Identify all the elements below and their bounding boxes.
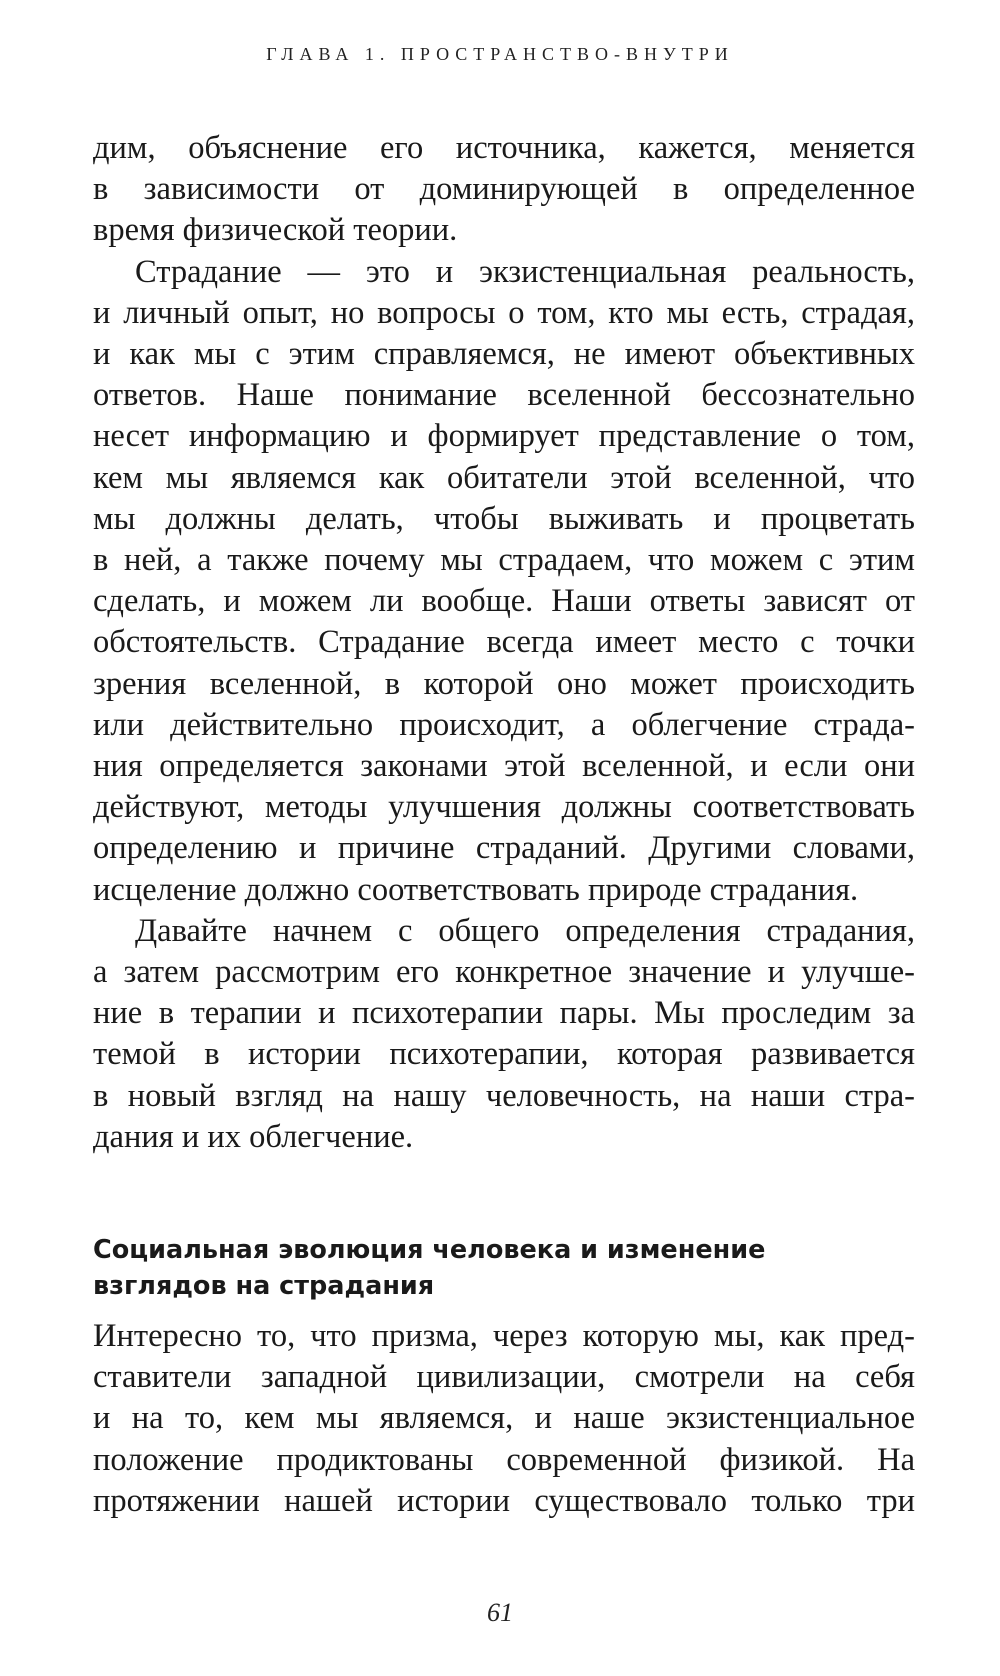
text-line: в новый взгляд на нашу человечность, на наши стра-	[93, 1077, 915, 1114]
text-line: кем мы являемся как обитатели этой вселенной, что	[93, 459, 915, 496]
text-line: ставители западной цивилизации, смотрели на себя	[93, 1359, 915, 1396]
page-number: 61	[487, 1598, 513, 1627]
text-line: ответов. Наше понимание вселенной бессознательно	[93, 377, 915, 414]
text-line: обстоятельств. Страдание всегда имеет место с точки	[93, 624, 915, 661]
text-line: зрения вселенной, в которой оно может происходить	[93, 665, 915, 702]
text-line: определению и причине страданий. Другими словами,	[93, 830, 915, 867]
heading-line: Социальная эволюция человека и изменение	[93, 1235, 766, 1265]
text-line: ние в терапии и психотерапии пары. Мы проследим за	[93, 995, 915, 1032]
text-line: исцеление должно соответствовать природе страдания.	[93, 871, 859, 908]
text-line: время физической теории.	[93, 212, 458, 249]
text-line: темой в истории психотерапии, которая развивается	[93, 1036, 915, 1073]
text-line: ния определяется законами этой вселенной, и если они	[93, 748, 915, 785]
text-line: а затем рассмотрим его конкретное значение и улучше-	[93, 954, 915, 991]
text-line: протяжении нашей истории существовало только три	[93, 1482, 915, 1519]
body-text-top	[93, 128, 915, 1158]
text-line: в зависимости от доминирующей в определенное	[93, 171, 915, 208]
text-line: дим, объяснение его источника, кажется, меняется	[93, 130, 915, 166]
text-line: и как мы с этим справляемся, не имеют объективных	[93, 336, 915, 373]
text-line: положение продиктованы современной физикой. На	[93, 1441, 915, 1478]
section-heading	[93, 1232, 923, 1304]
body-text-bottom	[93, 1316, 915, 1522]
heading-line: взглядов на страдания	[93, 1271, 435, 1301]
text-line: мы должны делать, чтобы выживать и процветать	[93, 500, 915, 537]
text-line: Интересно то, что призма, через которую мы, как пред-	[93, 1318, 915, 1354]
text-line: в ней, а также почему мы страдаем, что можем с этим	[93, 542, 915, 579]
text-line: Страдание — это и экзистенциальная реальность,	[135, 253, 915, 290]
text-line: сделать, и можем ли вообще. Наши ответы зависят от	[93, 583, 915, 620]
text-line: и личный опыт, но вопросы о том, кто мы есть, страдая,	[93, 294, 915, 331]
text-line: и на то, кем мы являемся, и наше экзистенциальное	[93, 1400, 915, 1437]
running-head: ГЛАВА 1. ПРОСТРАНСТВО-ВНУТРИ	[266, 44, 734, 64]
text-line: Давайте начнем с общего определения страдания,	[135, 912, 915, 949]
text-line: действуют, методы улучшения должны соответствовать	[93, 789, 915, 826]
text-line: дания и их облегчение.	[93, 1118, 414, 1155]
text-line: несет информацию и формирует представление о том,	[93, 418, 915, 455]
text-line: или действительно происходит, а облегчение страда-	[93, 706, 915, 743]
